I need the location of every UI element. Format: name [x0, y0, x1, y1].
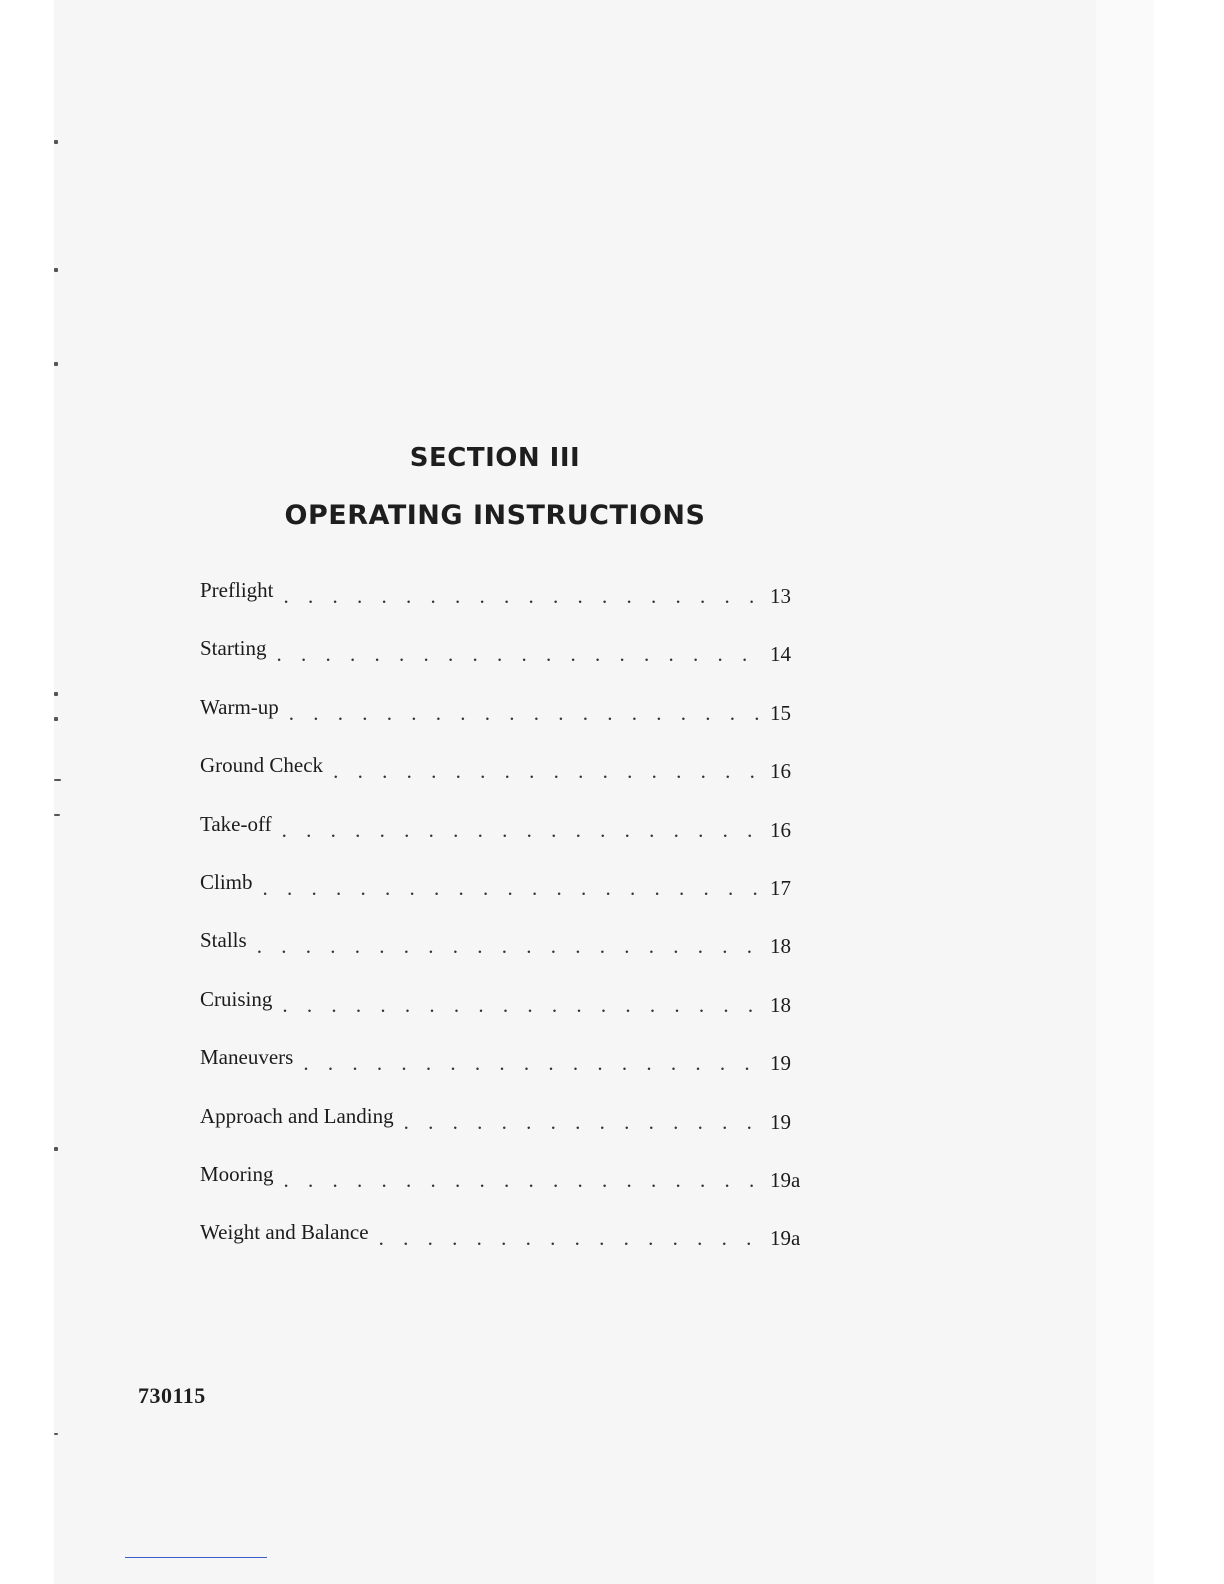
toc-dot-leader [277, 636, 763, 672]
toc-entry-page: 18 [770, 934, 791, 959]
margin-mark [54, 692, 58, 696]
margin-mark [54, 140, 58, 144]
toc-entry-title: Maneuvers [200, 1045, 294, 1070]
toc-entry-title: Weight and Balance [200, 1220, 369, 1245]
toc-entry-page: 19 [770, 1109, 791, 1134]
toc-entry [200, 981, 804, 1039]
toc-dot-leader [404, 1104, 762, 1140]
toc-entry-page: 19a [770, 1167, 801, 1192]
toc-entry-title: Ground Check [200, 753, 324, 778]
toc-entry-page: 18 [770, 992, 791, 1017]
toc-entry [200, 630, 804, 688]
bottom-rule [125, 1557, 267, 1558]
toc-entry [200, 1098, 804, 1156]
toc-entry-title: Warm-up [200, 694, 279, 719]
margin-mark [54, 814, 60, 816]
toc-entry-title: Stalls [200, 928, 247, 953]
margin-mark [54, 362, 58, 366]
toc-entry-title: Approach and Landing [200, 1103, 394, 1128]
margin-mark [54, 1433, 58, 1435]
toc-entry-page: 16 [770, 759, 791, 784]
toc-entry [200, 1039, 804, 1097]
section-title: OPERATING INSTRUCTIONS [284, 500, 706, 531]
toc-entry-page: 13 [770, 584, 791, 608]
toc-dot-leader [257, 928, 762, 964]
toc-entry-page: 19 [770, 1051, 791, 1076]
toc-entry-title: Climb [200, 869, 253, 894]
margin-mark [54, 717, 58, 721]
toc-dot-leader [282, 812, 762, 848]
toc-entry-page: 15 [770, 700, 791, 725]
toc-dot-leader [303, 1045, 762, 1081]
toc-entry [200, 689, 804, 747]
toc-entry-title: Take-off [200, 811, 272, 836]
toc-entry [200, 922, 804, 980]
toc-dot-leader [263, 870, 762, 906]
toc-entry [200, 1156, 804, 1214]
toc-entry-title: Mooring [200, 1161, 274, 1186]
margin-mark [54, 1147, 58, 1151]
toc-dot-leader [289, 695, 762, 731]
toc-entry-title: Starting [200, 636, 267, 661]
toc-dot-leader [282, 987, 762, 1023]
toc-entry [200, 806, 804, 864]
margin-mark [54, 268, 58, 272]
margin-mark [54, 779, 61, 781]
toc-dot-leader [379, 1220, 762, 1256]
toc-entry-title: Preflight [200, 578, 274, 602]
toc-dot-leader [333, 753, 762, 789]
toc-entry [200, 747, 804, 805]
toc-entry-page: 19a [770, 1226, 801, 1251]
toc-entry [200, 1214, 804, 1272]
toc-entry [200, 572, 804, 630]
toc-entry [200, 864, 804, 922]
document-code: 730115 [138, 1383, 206, 1408]
section-number: SECTION III [409, 443, 581, 473]
toc-entry-page: 16 [770, 817, 791, 842]
toc-entry-page: 14 [770, 642, 791, 667]
toc-entry-title: Cruising [200, 986, 273, 1011]
toc-entry-page: 17 [770, 875, 791, 900]
toc-dot-leader [284, 578, 763, 614]
toc-dot-leader [284, 1162, 763, 1198]
paper-edge [1096, 0, 1154, 1584]
table-of-contents [200, 572, 804, 1273]
